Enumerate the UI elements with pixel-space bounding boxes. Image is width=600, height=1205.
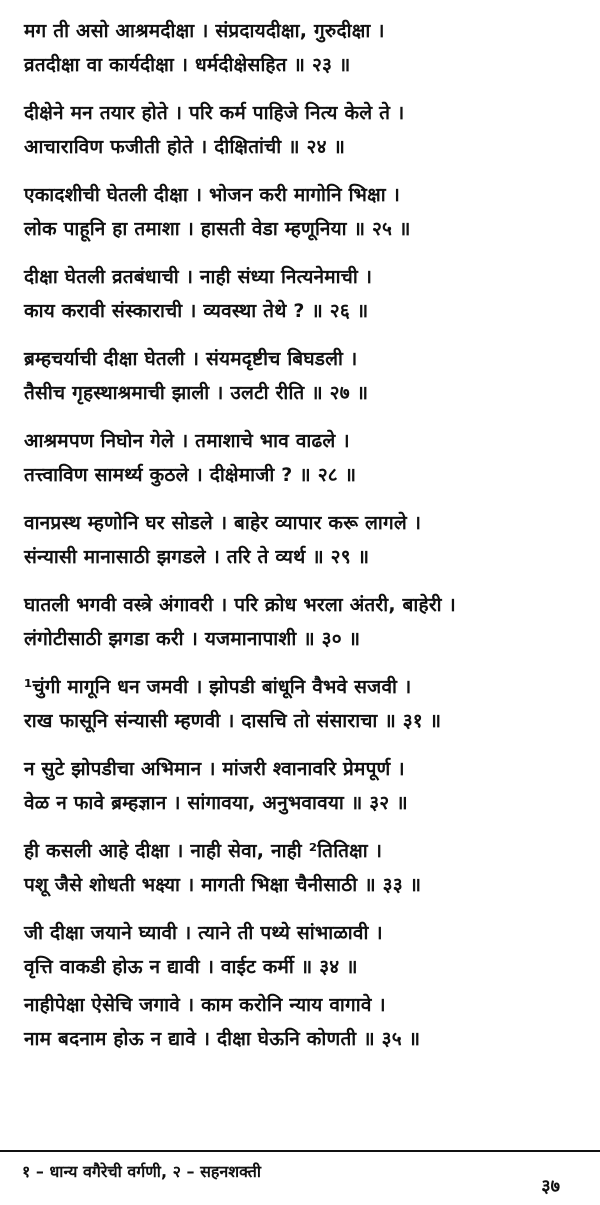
verse-line: काय करावी संस्काराची । व्यवस्था तेथे ? ॥ २६ ॥	[24, 300, 369, 322]
stanza-24	[24, 96, 600, 178]
verse-line: संन्यासी मानासाठी झगडले । तरि ते व्यर्थ ॥ २९ ॥	[24, 546, 370, 568]
stanza-27	[24, 342, 600, 424]
verse-line: वेळ न फावे ब्रम्हज्ञान । सांगावया, अनुभवावया ॥ ३२ ॥	[24, 792, 408, 814]
verse-line: मग ती असो आश्रमदीक्षा । संप्रदायदीक्षा, गुरुदीक्षा ।	[24, 20, 385, 42]
verse-body	[0, 14, 600, 1060]
stanza-29	[24, 506, 600, 588]
footnote-text: १ – धान्य वगैरेची वर्गणी, २ – सहनशक्ती	[22, 1162, 261, 1181]
stanza-23	[24, 14, 600, 96]
verse-line: एकादशीची घेतली दीक्षा । भोजन करी मागोनि भिक्षा ।	[24, 184, 401, 206]
stanza-34	[24, 916, 600, 988]
footnote-divider	[0, 1150, 600, 1152]
stanza-31	[24, 670, 600, 752]
verse-line: नाम बदनाम होऊ न द्यावे । दीक्षा घेऊनि कोणती ॥ ३५ ॥	[24, 1028, 421, 1050]
verse-line: न सुटे झोपडीचा अभिमान । मांजरी श्वानावरि प्रेमपूर्ण ।	[24, 758, 405, 780]
verse-line: लंगोटीसाठी झगडा करी । यजमानापाशी ॥ ३० ॥	[24, 628, 361, 650]
stanza-35	[24, 988, 600, 1060]
stanza-30	[24, 588, 600, 670]
verse-line: दीक्षेने मन तयार होते । परि कर्म पाहिजे नित्य केले ते ।	[24, 102, 405, 124]
verse-line: ब्रम्हचर्याची दीक्षा घेतली । संयमदृष्टीच बिघडली ।	[24, 348, 358, 370]
verse-line: तैसीच गृहस्थाश्रमाची झाली । उलटी रीति ॥ २७ ॥	[24, 382, 369, 404]
verse-line: वानप्रस्थ म्हणोनि घर सोडले । बाहेर व्यापार करू लागले ।	[24, 512, 422, 534]
stanza-28	[24, 424, 600, 506]
verse-line: ही कसली आहे दीक्षा । नाही सेवा, नाही ²तितिक्षा ।	[24, 840, 383, 862]
verse-line: लोक पाहूनि हा तमाशा । हासती वेडा म्हणूनिया ॥ २५ ॥	[24, 218, 411, 240]
verse-line: नाहीपेक्षा ऐसेचि जगावे । काम करोनि न्याय वागावे ।	[24, 994, 386, 1016]
page-number: ३७	[541, 1176, 560, 1197]
verse-line: जी दीक्षा जयाने घ्यावी । त्याने ती पथ्ये सांभाळावी ।	[24, 922, 383, 944]
verse-line: पशू जैसे शोधती भक्ष्या । मागती भिक्षा चैनीसाठी ॥ ३३ ॥	[24, 874, 422, 896]
verse-line: व्रतदीक्षा वा कार्यदीक्षा । धर्मदीक्षेसहित ॥ २३ ॥	[24, 54, 351, 76]
stanza-33	[24, 834, 600, 916]
verse-line: दीक्षा घेतली व्रतबंधाची । नाही संध्या नित्यनेमाची ।	[24, 266, 373, 288]
stanza-26	[24, 260, 600, 342]
verse-line: आचाराविण फजीती होते । दीक्षितांची ॥ २४ ॥	[24, 136, 346, 158]
stanza-25	[24, 178, 600, 260]
verse-line: वृत्ति वाकडी होऊ न द्यावी । वाईट कर्मी ॥ ३४ ॥	[24, 956, 358, 978]
verse-line: तत्त्वाविण सामर्थ्य कुठले । दीक्षेमाजी ? ॥ २८ ॥	[24, 464, 357, 486]
verse-line: आश्रमपण निघोन गेले । तमाशाचे भाव वाढले ।	[24, 430, 350, 452]
verse-line: राख फासूनि संन्यासी म्हणवी । दासचि तो संसाराचा ॥ ३१ ॥	[24, 710, 442, 732]
verse-line: घातली भगवी वस्त्रे अंगावरी । परि क्रोध भरला अंतरी, बाहेरी ।	[24, 594, 456, 616]
verse-line: ¹चुंगी मागूनि धन जमवी । झोपडी बांधूनि वैभवे सजवी ।	[24, 676, 412, 698]
stanza-32	[24, 752, 600, 834]
